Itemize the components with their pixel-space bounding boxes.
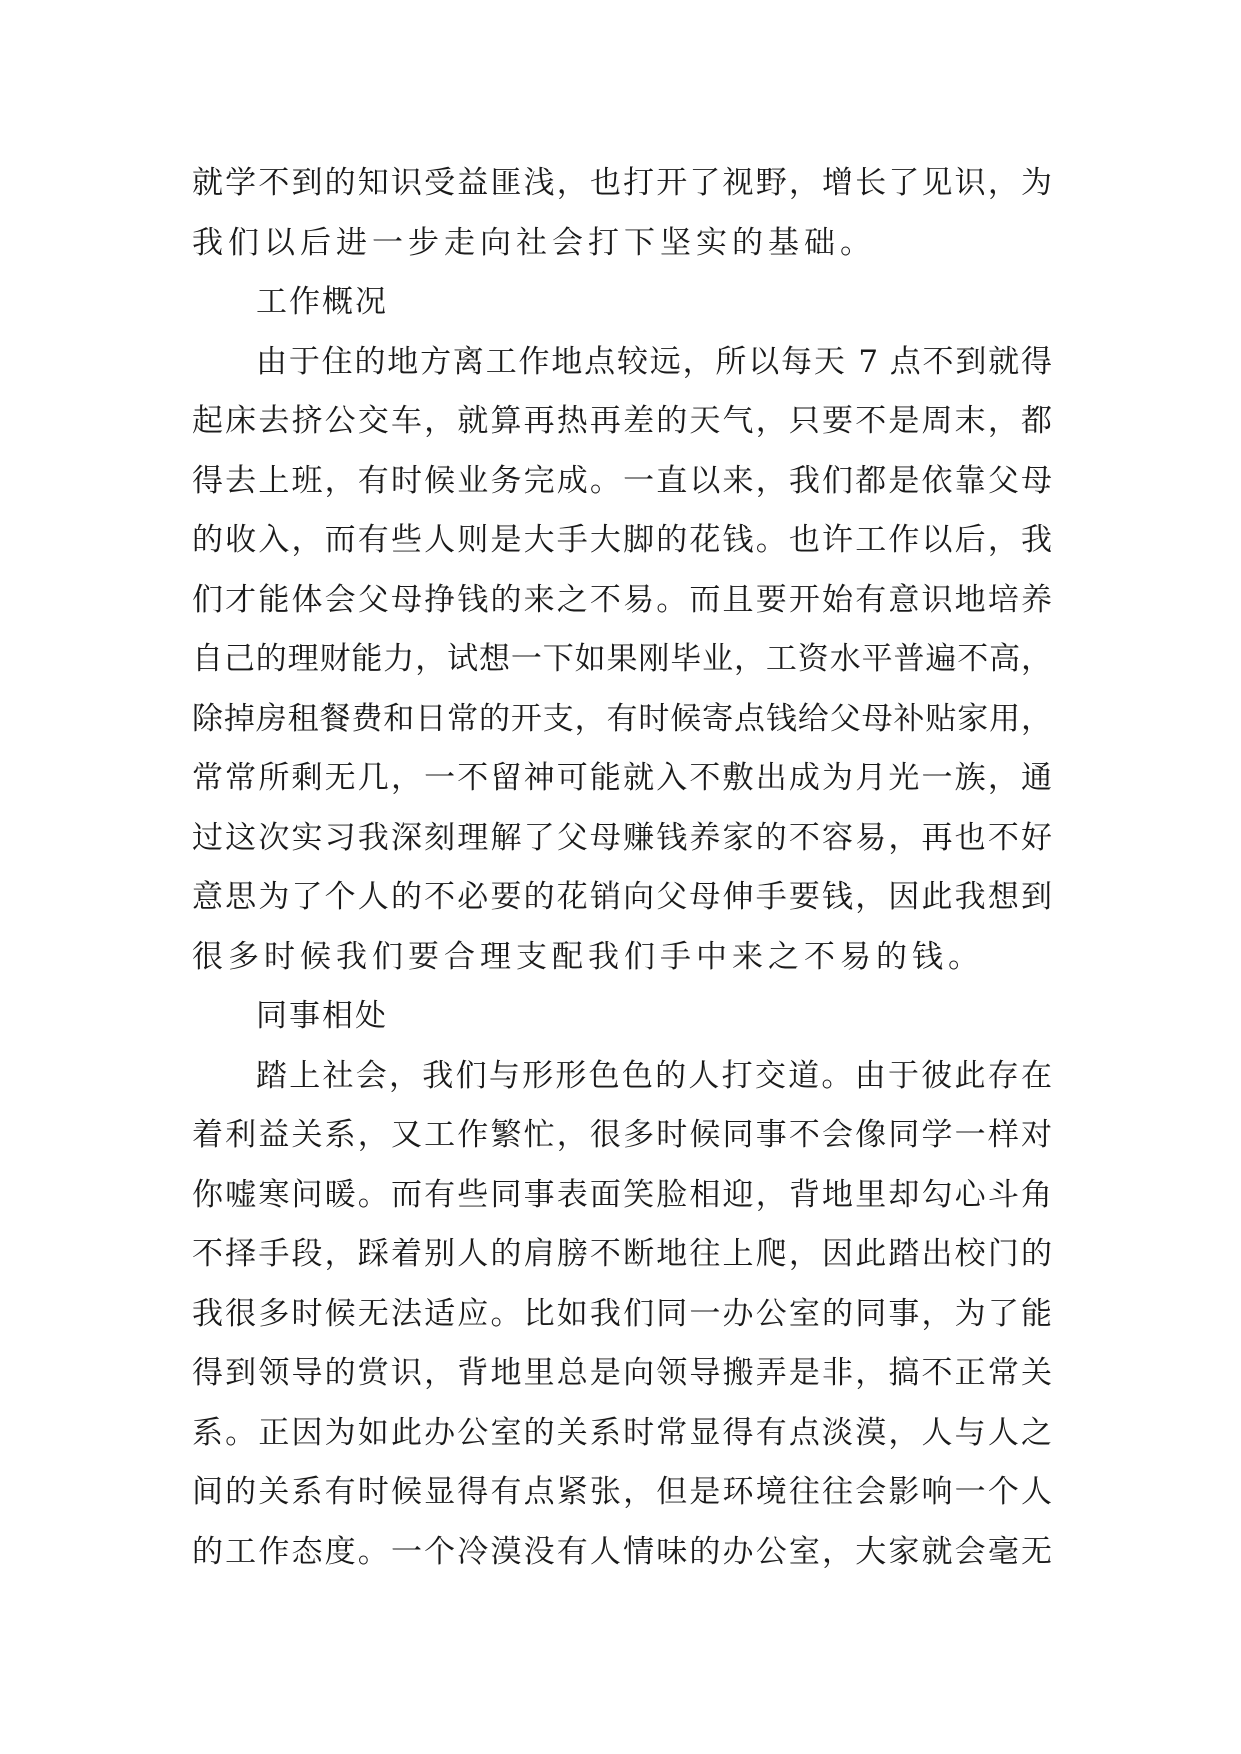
text-line: 意思为了个人的不必要的花销向父母伸手要钱，因此我想到 bbox=[192, 879, 1052, 915]
text-line: 就学不到的知识受益匪浅，也打开了视野，增长了见识，为 bbox=[192, 165, 1052, 201]
section-heading: 工作概况 bbox=[256, 284, 388, 320]
text-line: 的工作态度。一个冷漠没有人情味的办公室，大家就会毫无 bbox=[192, 1533, 1052, 1570]
text-line: 由于住的地方离工作地点较远，所以每天 7 点不到就得 bbox=[256, 343, 1052, 380]
text-line: 的收入，而有些人则是大手大脚的花钱。也许工作以后，我 bbox=[192, 522, 1052, 558]
body-text bbox=[192, 162, 1052, 1590]
text-line: 除掉房租餐费和日常的开支，有时候寄点钱给父母补贴家用， bbox=[192, 700, 1052, 737]
text-line: 我很多时候无法适应。比如我们同一办公室的同事，为了能 bbox=[192, 1295, 1052, 1332]
text-line: 们才能体会父母挣钱的来之不易。而且要开始有意识地培养 bbox=[192, 581, 1052, 618]
text-line: 我们以后进一步走向社会打下坚实的基础。 bbox=[192, 224, 876, 261]
text-line: 过这次实习我深刻理解了父母赚钱养家的不容易，再也不好 bbox=[192, 819, 1052, 856]
text-line: 不择手段，踩着别人的肩膀不断地往上爬，因此踏出校门的 bbox=[192, 1236, 1052, 1272]
text-line: 得到领导的赏识，背地里总是向领导搬弄是非，搞不正常关 bbox=[192, 1355, 1052, 1391]
text-line: 着利益关系，又工作繁忙，很多时候同事不会像同学一样对 bbox=[192, 1117, 1052, 1153]
text-line: 得去上班，有时候业务完成。一直以来，我们都是依靠父母 bbox=[192, 462, 1052, 499]
text-line: 常常所剩无几，一不留神可能就入不敷出成为月光一族，通 bbox=[192, 760, 1052, 796]
text-line: 很多时候我们要合理支配我们手中来之不易的钱。 bbox=[192, 938, 984, 975]
text-line: 间的关系有时候显得有点紧张，但是环境往往会影响一个人 bbox=[192, 1474, 1052, 1510]
text-line: 起床去挤公交车，就算再热再差的天气，只要不是周末，都 bbox=[192, 403, 1052, 439]
section-heading: 同事相处 bbox=[256, 998, 388, 1034]
text-line: 自己的理财能力，试想一下如果刚毕业，工资水平普遍不高， bbox=[192, 641, 1052, 677]
text-line: 系。正因为如此办公室的关系时常显得有点淡漠，人与人之 bbox=[192, 1414, 1052, 1451]
text-line: 踏上社会，我们与形形色色的人打交道。由于彼此存在 bbox=[256, 1057, 1052, 1094]
text-line: 你嘘寒问暖。而有些同事表面笑脸相迎，背地里却勾心斗角 bbox=[192, 1176, 1052, 1213]
